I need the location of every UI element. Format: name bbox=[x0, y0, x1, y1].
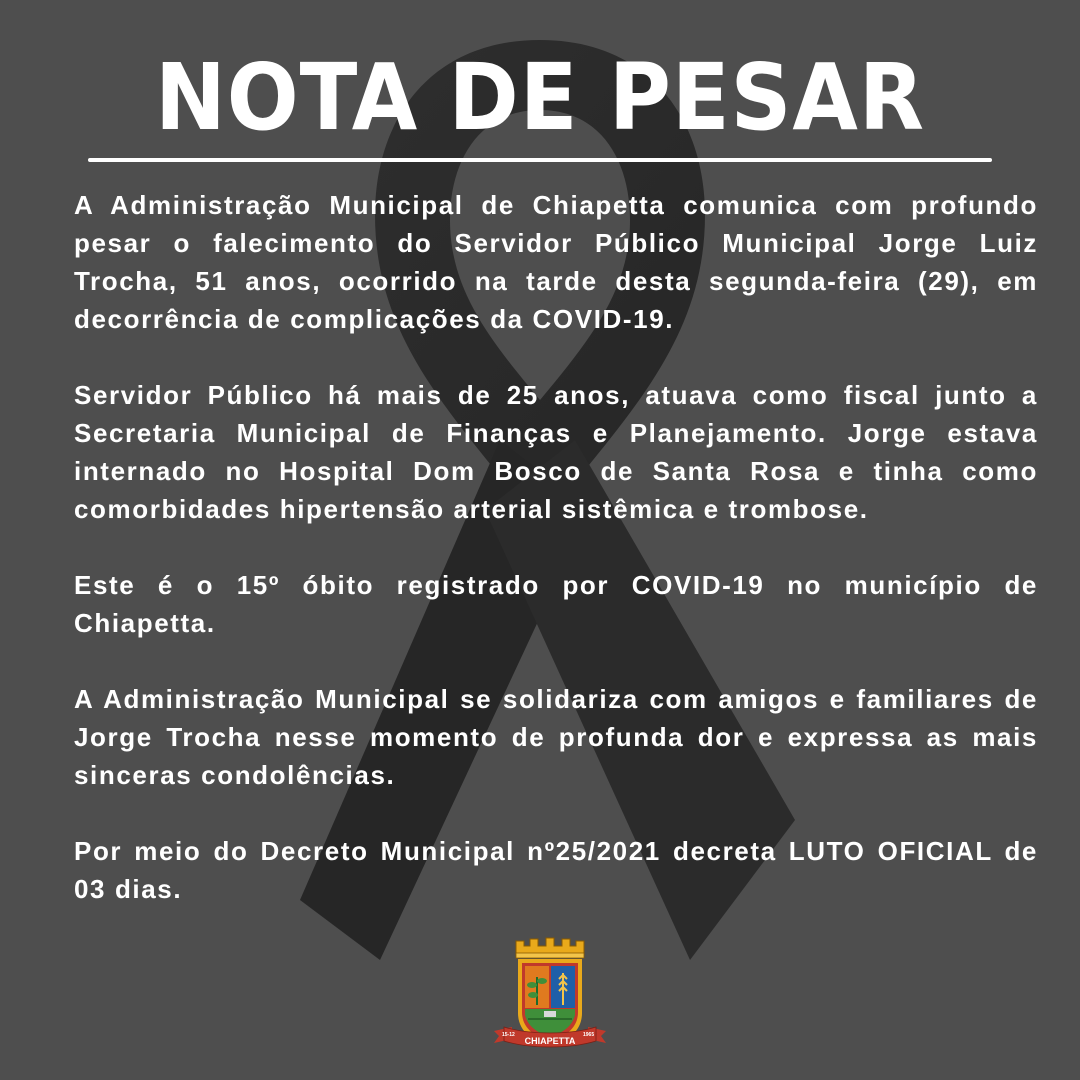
municipal-coat-of-arms-icon bbox=[490, 935, 610, 1060]
announcement-body bbox=[74, 186, 1038, 946]
paragraph-decree: Por meio do Decreto Municipal nº25/2021 decreta LUTO OFICIAL de 03 dias. bbox=[74, 836, 1038, 904]
page-title: NOTA DE PESAR bbox=[155, 44, 925, 151]
paragraph-announcement: A Administração Municipal de Chiapetta comunica com profundo pesar o falecimento do Servidor Público Municipal Jorge Luiz Trocha, 51 anos, ocorrido na tarde desta segunda-feira (29), em decorrência de complicações da COVID-19. bbox=[74, 190, 1038, 334]
paragraph-condolences: A Administração Municipal se solidariza com amigos e familiares de Jorge Trocha nesse momento de profunda dor e expressa as mais sinceras condolências. bbox=[74, 684, 1038, 790]
crest-name-label: CHIAPETTA bbox=[524, 1036, 576, 1046]
title-divider bbox=[88, 158, 992, 162]
paragraph-death-count: Este é o 15º óbito registrado por COVID-19 no município de Chiapetta. bbox=[74, 570, 1038, 638]
crest-date-label: 15-12 bbox=[502, 1032, 515, 1038]
paragraph-career: Servidor Público há mais de 25 anos, atuava como fiscal junto a Secretaria Municipal de Finanças e Planejamento. Jorge estava internado no Hospital Dom Bosco de Santa Rosa e tinha como comorbidades hipertensão arterial sistêmica e trombose. bbox=[74, 380, 1038, 524]
crest-year-label: 1965 bbox=[583, 1032, 595, 1038]
